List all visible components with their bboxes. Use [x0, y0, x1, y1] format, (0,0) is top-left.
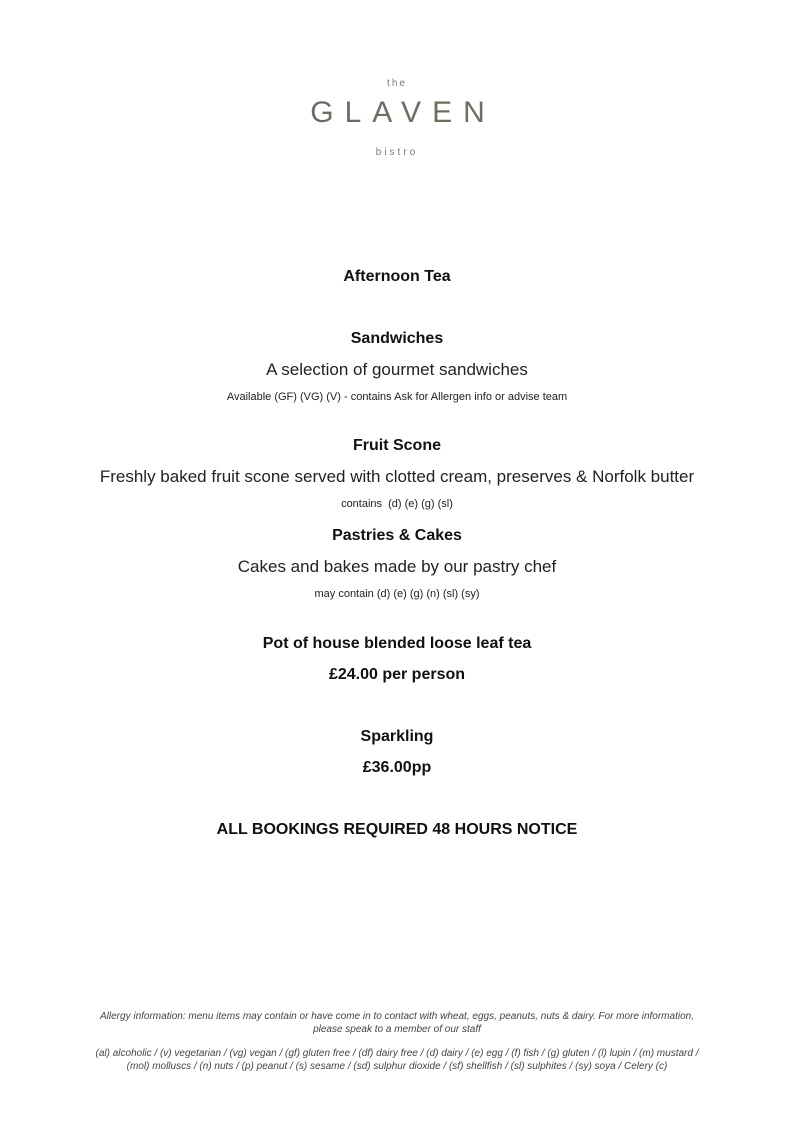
- scone-note: contains (d) (e) (g) (sl): [341, 498, 453, 510]
- allergy-info: Allergy information: menu items may contain or have come in to contact with wheat, eggs, peanuts, nuts & dairy. For more information, please speak to a member of our staff: [100, 1011, 694, 1035]
- pastries-description: Cakes and bakes made by our pastry chef: [237, 557, 557, 576]
- pastries-heading: Pastries & Cakes: [332, 527, 462, 544]
- pastries-note: may contain (d) (e) (g) (n) (sl) (sy): [314, 588, 480, 600]
- sandwiches-heading: Sandwiches: [350, 330, 444, 347]
- booking-notice: ALL BOOKINGS REQUIRED 48 HOURS NOTICE: [216, 821, 578, 838]
- scone-heading: Fruit Scone: [352, 437, 441, 454]
- scone-description: Freshly baked fruit scone served with clotted cream, preserves & Norfolk butter: [99, 467, 695, 486]
- allergen-key: (al) alcoholic / (v) vegetarian / (vg) vegan / (gf) gluten free / (df) dairy free / (d) dairy / (e) egg / (f) fish / (g) gluten / (l) lupin / (m) mustard / (mol) molluscs / (n) nuts / (p) peanut / (s) sesame / (sd) sulphur dioxide / (sf) shellfish / (sl) sulphites / (sy) soya / Celery (c): [95, 1048, 699, 1072]
- tea-heading: Pot of house blended loose leaf tea: [262, 635, 532, 652]
- logo-wordmark: GLAVEN: [310, 96, 496, 129]
- sparkling-price: £36.00pp: [362, 759, 432, 776]
- sparkling-heading: Sparkling: [360, 728, 434, 745]
- tea-price: £24.00 per person: [328, 666, 466, 683]
- logo-bistro: bistro: [375, 147, 419, 158]
- sandwiches-note: Available (GF) (VG) (V) - contains Ask for Allergen info or advise team: [226, 391, 568, 403]
- menu-title: Afternoon Tea: [343, 268, 451, 285]
- sandwiches-description: A selection of gourmet sandwiches: [266, 360, 528, 379]
- logo-the: the: [387, 78, 407, 89]
